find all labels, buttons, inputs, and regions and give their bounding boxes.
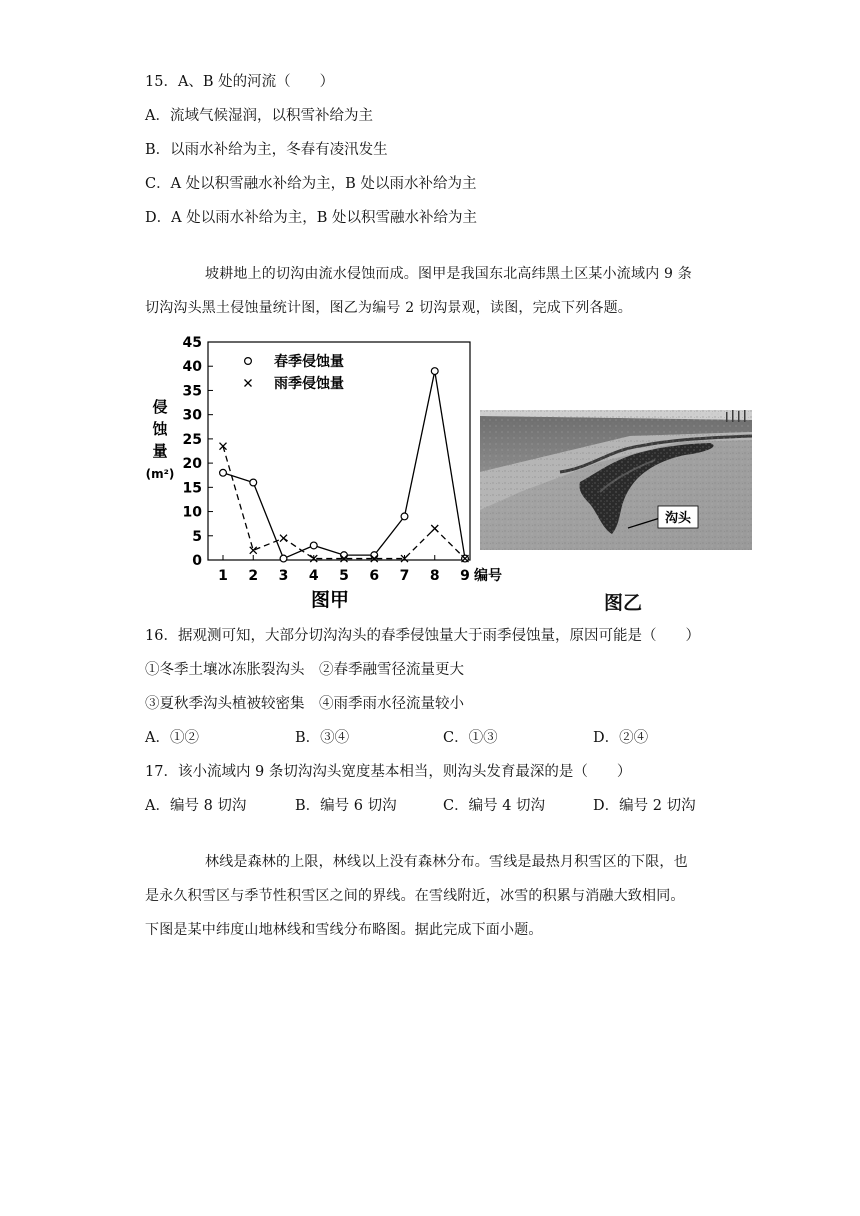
q16-stem: 16．据观测可知，大部分切沟沟头的春季侵蚀量大于雨季侵蚀量，原因可能是（ ）	[145, 628, 700, 644]
spring-point	[371, 552, 378, 559]
intro2-line3: 下图是某中纬度山地林线和雪线分布略图。据此完成下面小题。	[145, 922, 543, 938]
y-tick-label: 45	[182, 335, 202, 351]
y-axis-title-char: 量	[152, 442, 168, 460]
x-tick-label: 7	[399, 568, 410, 584]
chart-series	[220, 368, 469, 562]
x-tick-label: 4	[308, 568, 319, 584]
y-tick-label: 20	[182, 456, 202, 473]
y-tick-label: 0	[192, 553, 202, 569]
q17-stem: 17．该小流域内 9 条切沟沟头宽度基本相当，则沟头发育最深的是（ ）	[145, 764, 632, 780]
rain-point	[220, 443, 227, 450]
intro1-line1: 坡耕地上的切沟由流水侵蚀而成。图甲是我国东北高纬黑土区某小流域内 9 条	[205, 266, 693, 282]
legend-marker-circle	[245, 358, 252, 365]
spring-point	[250, 479, 257, 486]
series-line-2	[223, 446, 465, 558]
q16-option-d: D．②④	[593, 730, 649, 746]
q16-option-c: C．①③	[443, 730, 498, 746]
intro1-line2: 切沟沟头黑土侵蚀量统计图，图乙为编号 2 切沟景观，读图，完成下列各题。	[145, 300, 633, 316]
y-tick-label: 10	[182, 504, 202, 521]
q17-option-d: D．编号 2 切沟	[593, 798, 696, 814]
erosion-chart	[140, 330, 510, 615]
rain-point	[431, 525, 438, 532]
x-tick-label: 1	[218, 568, 228, 584]
y-tick-label: 35	[182, 383, 202, 400]
chart-axes	[208, 342, 470, 560]
spring-point	[220, 469, 227, 476]
rain-point	[250, 547, 257, 554]
intro2-line2: 是永久积雪区与季节性积雪区之间的界线。在雪线附近，冰雪的积累与消融大致相同。	[145, 888, 685, 904]
q15-option-b: B．以雨水补给为主，冬春有凌汛发生	[145, 142, 388, 158]
q16-items-row2: ③夏秋季沟头植被较密集 ④雨季雨水径流量较小	[145, 696, 464, 712]
x-tick-label: 8	[429, 568, 440, 584]
q15-option-d: D．A 处以雨水补给为主，B 处以积雪融水补给为主	[145, 210, 477, 226]
y-axis-title-char: 蚀	[152, 420, 168, 438]
x-axis-title: 编号	[474, 568, 502, 584]
q17-option-b: B．编号 6 切沟	[295, 798, 397, 814]
q16-option-b: B．③④	[295, 730, 350, 746]
gully-head-label: 沟头	[664, 511, 692, 526]
plot-frame	[208, 342, 470, 560]
y-tick-label: 15	[182, 480, 202, 497]
x-tick-label: 2	[248, 568, 259, 584]
chart-legend	[245, 353, 345, 392]
spring-point	[280, 555, 287, 562]
y-tick-label: 30	[182, 407, 202, 424]
legend-label: 春季侵蚀量	[274, 354, 344, 370]
rain-point	[280, 535, 287, 542]
q15-option-a: A．流域气候湿润，以积雪补给为主	[145, 108, 373, 124]
y-tick-label: 40	[182, 359, 202, 376]
legend-label: 雨季侵蚀量	[274, 376, 344, 392]
q16-option-a: A．①②	[145, 730, 199, 746]
q16-items-row1: ①冬季土壤冰冻胀裂沟头 ②春季融雪径流量更大	[145, 662, 464, 678]
spring-point	[431, 368, 438, 375]
q15-option-c: C．A 处以积雪融水补给为主，B 处以雨水补给为主	[145, 176, 477, 192]
intro2-line1: 林线是森林的上限，林线以上没有森林分布。雪线是最热月积雪区的下限，也	[205, 854, 688, 870]
spring-point	[401, 513, 408, 520]
y-tick-label: 5	[192, 528, 202, 545]
x-tick-label: 9	[460, 568, 470, 584]
y-axis-title-char: 侵	[152, 398, 168, 416]
x-tick-label: 5	[339, 568, 349, 584]
spring-point	[310, 542, 317, 549]
figure-caption-b: 图乙	[604, 592, 643, 614]
q17-option-c: C．编号 4 切沟	[443, 798, 546, 814]
y-axis-unit: (m²)	[145, 467, 175, 481]
spring-point	[341, 552, 348, 559]
gully-photo	[480, 410, 752, 550]
q17-option-a: A．编号 8 切沟	[145, 798, 247, 814]
q17-options	[145, 796, 745, 816]
y-tick-label: 25	[182, 431, 202, 448]
figure-caption-a: 图甲	[310, 589, 350, 611]
q16-options	[145, 728, 745, 748]
series-line-1	[223, 371, 465, 558]
x-tick-label: 6	[369, 568, 380, 584]
legend-marker-cross	[245, 380, 252, 387]
x-tick-label: 3	[278, 568, 289, 584]
q15-stem: 15．A、B 处的河流（ ）	[145, 74, 335, 90]
